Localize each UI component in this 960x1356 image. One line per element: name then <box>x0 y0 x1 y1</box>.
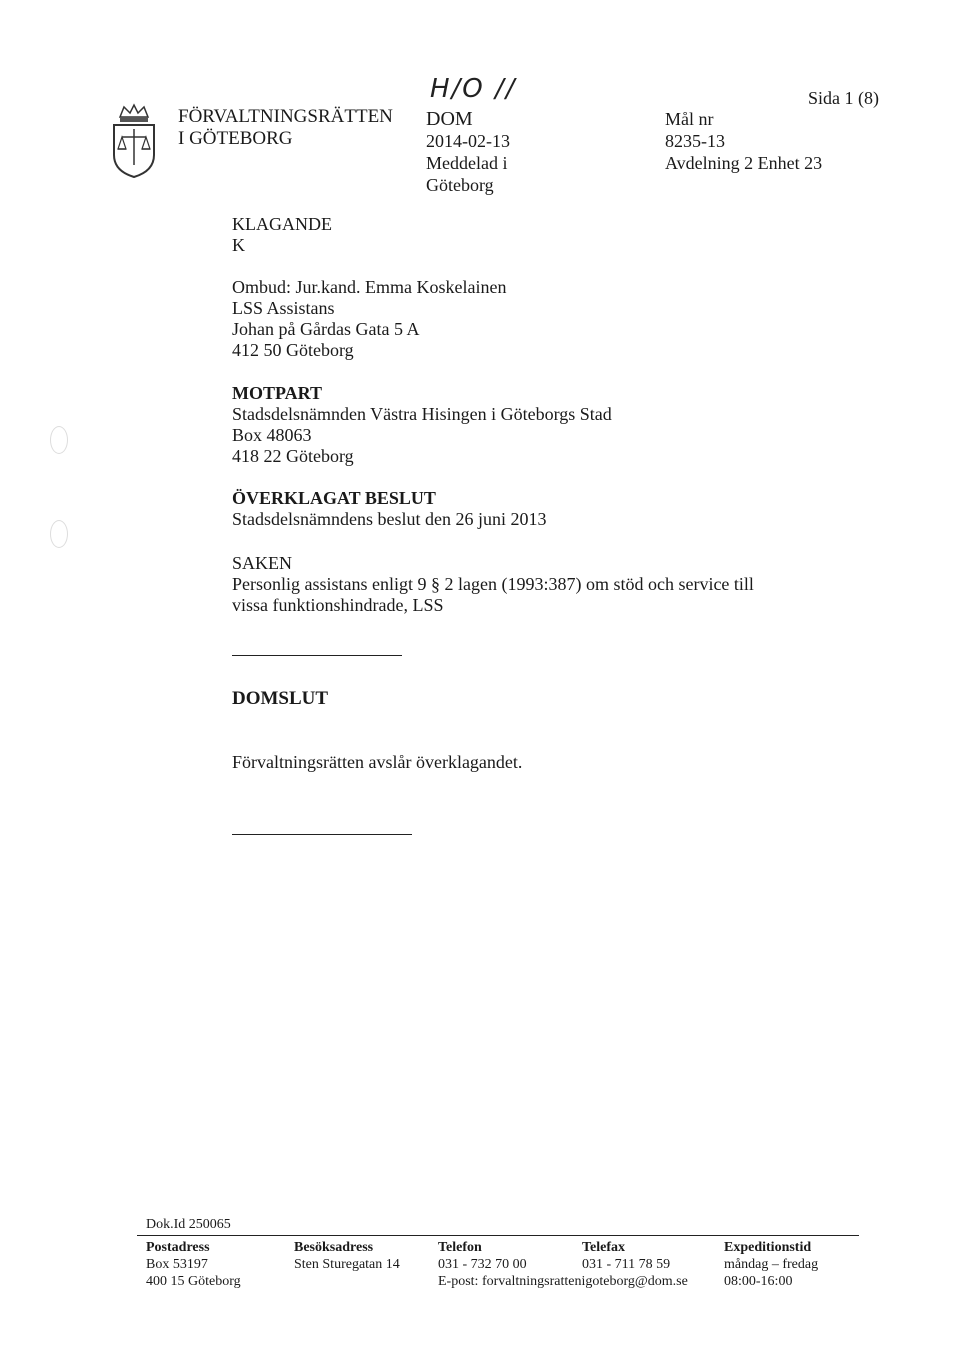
motpart-name: Stadsdelsnämnden Västra Hisingen i Göteborgs Stad <box>232 404 612 424</box>
court-name <box>178 106 393 150</box>
hours-days: måndag – fredag <box>724 1257 819 1272</box>
motpart-city: 418 22 Göteborg <box>232 446 354 466</box>
punch-hole-mark <box>50 520 68 548</box>
footer-postadress <box>146 1239 241 1290</box>
court-name-line1: FÖRVALTNINGSRÄTTEN <box>178 106 393 127</box>
motpart-heading: MOTPART <box>232 383 323 403</box>
divider-top <box>232 655 402 656</box>
motpart-box: Box 48063 <box>232 425 312 445</box>
klagande-section <box>232 214 506 361</box>
post-city: 400 15 Göteborg <box>146 1274 241 1289</box>
judgment-block <box>426 108 510 196</box>
hours-time: 08:00-16:00 <box>724 1274 793 1289</box>
saken-section <box>232 553 754 616</box>
court-seal-icon <box>110 103 158 179</box>
beslut-text: Stadsdelsnämndens beslut den 26 juni 2013 <box>232 509 547 529</box>
case-number: 8235-13 <box>665 131 725 151</box>
klagande-org: LSS Assistans <box>232 298 335 318</box>
divider-bottom <box>232 834 412 835</box>
domslut-text: Förvaltningsrätten avslår överklagandet. <box>232 752 523 772</box>
klagande-ombud: Ombud: Jur.kand. Emma Koskelainen <box>232 277 507 297</box>
klagande-name: K <box>232 235 245 255</box>
fax-label: Telefax <box>582 1240 626 1255</box>
footer-besoksadress <box>294 1239 400 1273</box>
saken-line1: Personlig assistans enligt 9 § 2 lagen (1993:387) om stöd och service till <box>232 574 754 594</box>
post-label: Postadress <box>146 1240 210 1255</box>
visit-street: Sten Sturegatan 14 <box>294 1257 400 1272</box>
division: Avdelning 2 Enhet 23 <box>665 153 823 173</box>
page-number: Sida 1 (8) <box>808 88 879 108</box>
saken-heading: SAKEN <box>232 553 293 573</box>
saken-line2: vissa funktionshindrade, LSS <box>232 595 444 615</box>
delivered-city: Göteborg <box>426 175 494 195</box>
email: E-post: forvaltningsrattenigoteborg@dom.se <box>438 1274 688 1289</box>
court-name-line2: I GÖTEBORG <box>178 128 293 149</box>
klagande-street: Johan på Gårdas Gata 5 A <box>232 319 420 339</box>
doc-id: Dok.Id 250065 <box>146 1217 231 1232</box>
judgment-date: 2014-02-13 <box>426 131 510 151</box>
domslut-heading: DOMSLUT <box>232 688 329 709</box>
post-box: Box 53197 <box>146 1257 208 1272</box>
phone-number: 031 - 732 70 00 <box>438 1257 527 1272</box>
case-label: Mål nr <box>665 109 714 129</box>
delivered-label: Meddelad i <box>426 153 508 173</box>
footer-telefax <box>582 1239 670 1273</box>
doc-type: DOM <box>426 108 473 130</box>
beslut-heading: ÖVERKLAGAT BESLUT <box>232 488 436 508</box>
footer-rule <box>137 1235 859 1236</box>
handwritten-note: H/O // <box>430 74 517 104</box>
fax-number: 031 - 711 78 59 <box>582 1257 671 1272</box>
motpart-section <box>232 383 612 467</box>
phone-label: Telefon <box>438 1240 482 1255</box>
visit-label: Besöksadress <box>294 1240 374 1255</box>
case-block <box>665 108 822 174</box>
beslut-section <box>232 488 546 530</box>
footer-expeditionstid <box>724 1239 818 1273</box>
punch-hole-mark <box>50 426 68 454</box>
hours-label: Expeditionstid <box>724 1240 812 1255</box>
klagande-city: 412 50 Göteborg <box>232 340 354 360</box>
klagande-heading: KLAGANDE <box>232 214 332 234</box>
